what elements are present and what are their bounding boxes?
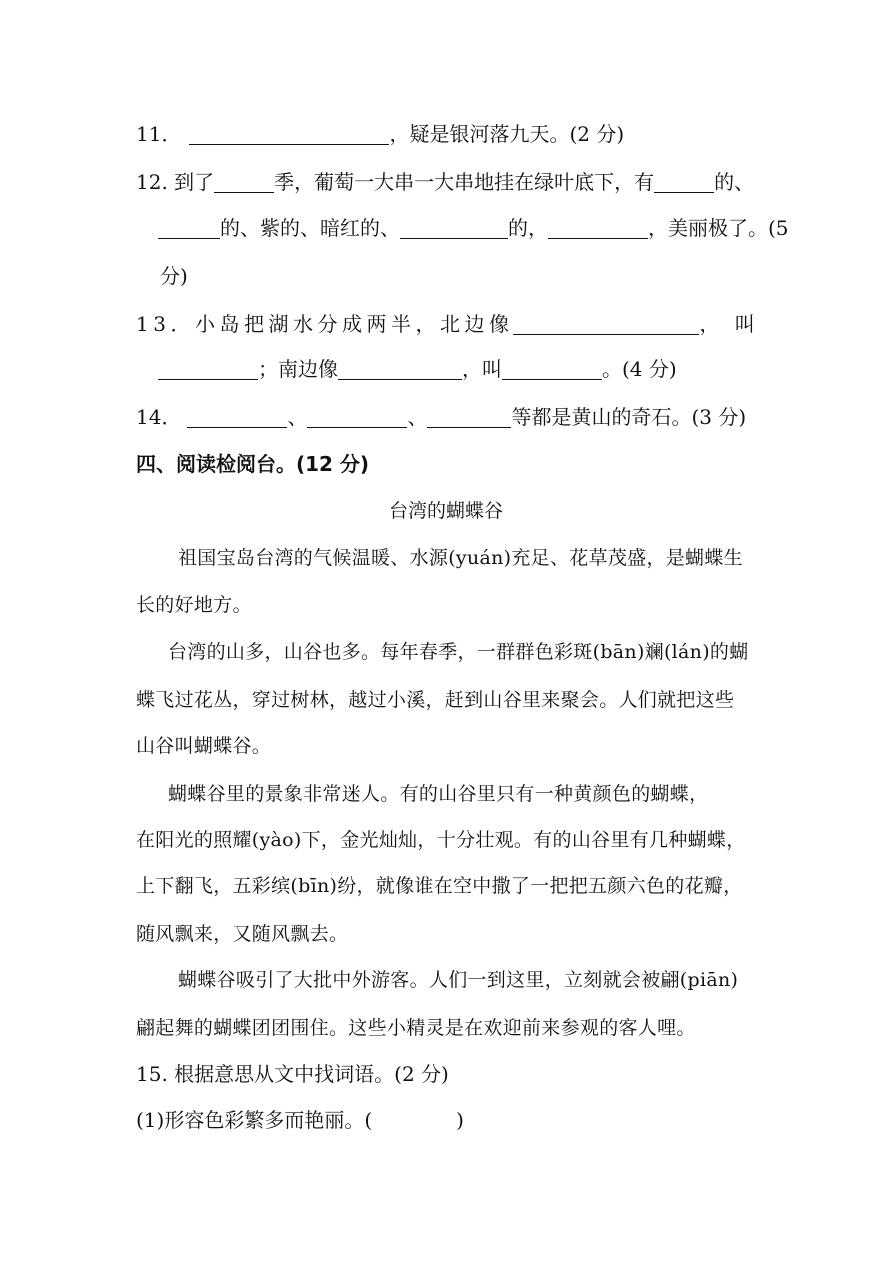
question-text: 、	[287, 405, 308, 429]
passage-line: 上下翻飞，五彩缤(bīn)纷，就像谁在空中撒了一把把五颜六色的花瓣，	[136, 875, 743, 897]
passage-line: 随风飘来，又随风飘去。	[136, 923, 349, 945]
answer-blank[interactable]	[400, 218, 508, 239]
question-text: 、	[407, 405, 428, 429]
question-text: 季，葡萄一大串一大串地挂在绿叶底下，有	[274, 170, 655, 194]
question-text: 的、	[714, 170, 755, 194]
answer-blank[interactable]	[189, 124, 389, 145]
question-text: 的、紫的、暗红的、	[220, 216, 400, 240]
answer-blank[interactable]	[158, 218, 220, 239]
question-text: ， 叫	[699, 312, 760, 336]
answer-blank[interactable]	[214, 172, 274, 193]
question-14	[136, 403, 746, 431]
passage-line: 祖国宝岛台湾的气候温暖、水源(yuán)充足、花草茂盛，是蝴蝶生	[178, 547, 743, 569]
answer-blank[interactable]	[158, 359, 258, 380]
question-text: (1)形容色彩繁多而艳丽。(	[136, 1108, 373, 1132]
passage-line: 在阳光的照耀(yào)下，金光灿灿，十分壮观。有的山谷里有几种蝴蝶，	[136, 829, 746, 851]
answer-blank[interactable]	[502, 359, 602, 380]
question-15-sub-1	[136, 1106, 464, 1134]
question-text: 分)	[160, 264, 188, 288]
question-text: 的，	[508, 216, 548, 240]
question-12-line-1	[136, 168, 754, 196]
question-number: 12.	[136, 170, 168, 194]
answer-blank[interactable]	[307, 407, 407, 428]
question-number: 13．	[136, 312, 195, 336]
question-15: 15. 根据意思从文中找词语。(2 分)	[136, 1062, 449, 1086]
question-text: ，美丽极了。(5	[648, 216, 789, 240]
question-text: 到了	[174, 170, 215, 194]
question-12-line-2	[158, 214, 789, 242]
question-text: ，疑是银河落九天。(2 分)	[389, 122, 625, 146]
question-13-line-1	[136, 310, 759, 338]
passage-line: 蝴蝶谷里的景象非常迷人。有的山谷里只有一种黄颜色的蝴蝶，	[168, 783, 709, 805]
question-text: 小岛把湖水分成两半，北边像	[194, 312, 514, 336]
question-text: ；南边像	[258, 357, 338, 381]
passage-line: 蝶飞过花丛，穿过树林，越过小溪，赶到山谷里来聚会。人们就把这些	[136, 689, 735, 711]
passage-title: 台湾的蝴蝶谷	[388, 500, 503, 522]
question-13-line-2	[158, 355, 677, 383]
answer-blank[interactable]	[654, 172, 714, 193]
passage-line: 翩起舞的蝴蝶团团围住。这些小精灵是在欢迎前来参观的客人哩。	[136, 1017, 696, 1039]
answer-blank[interactable]	[548, 218, 648, 239]
question-text: )	[456, 1108, 464, 1132]
question-12-line-3	[160, 262, 188, 290]
answer-blank[interactable]	[338, 359, 462, 380]
passage-line: 长的好地方。	[136, 594, 252, 616]
question-number: 11．	[136, 122, 182, 146]
answer-blank[interactable]	[427, 407, 511, 428]
passage-line: 台湾的山多，山谷也多。每年春季，一群群色彩斑(bān)斓(lán)的蝴	[168, 641, 749, 663]
passage-line: 山谷叫蝴蝶谷。	[136, 735, 272, 757]
question-text: 等都是黄山的奇石。(3 分)	[511, 405, 747, 429]
passage-line: 蝴蝶谷吸引了大批中外游客。人们一到这里，立刻就会被翩(piān)	[178, 969, 739, 991]
answer-blank[interactable]	[187, 407, 287, 428]
question-11	[136, 120, 624, 148]
question-text: ，叫	[462, 357, 502, 381]
question-number: 14．	[136, 405, 182, 429]
answer-blank[interactable]	[513, 314, 699, 335]
section-heading: 四、阅读检阅台。(12 分)	[136, 452, 370, 476]
question-text: 。(4 分)	[602, 357, 677, 381]
